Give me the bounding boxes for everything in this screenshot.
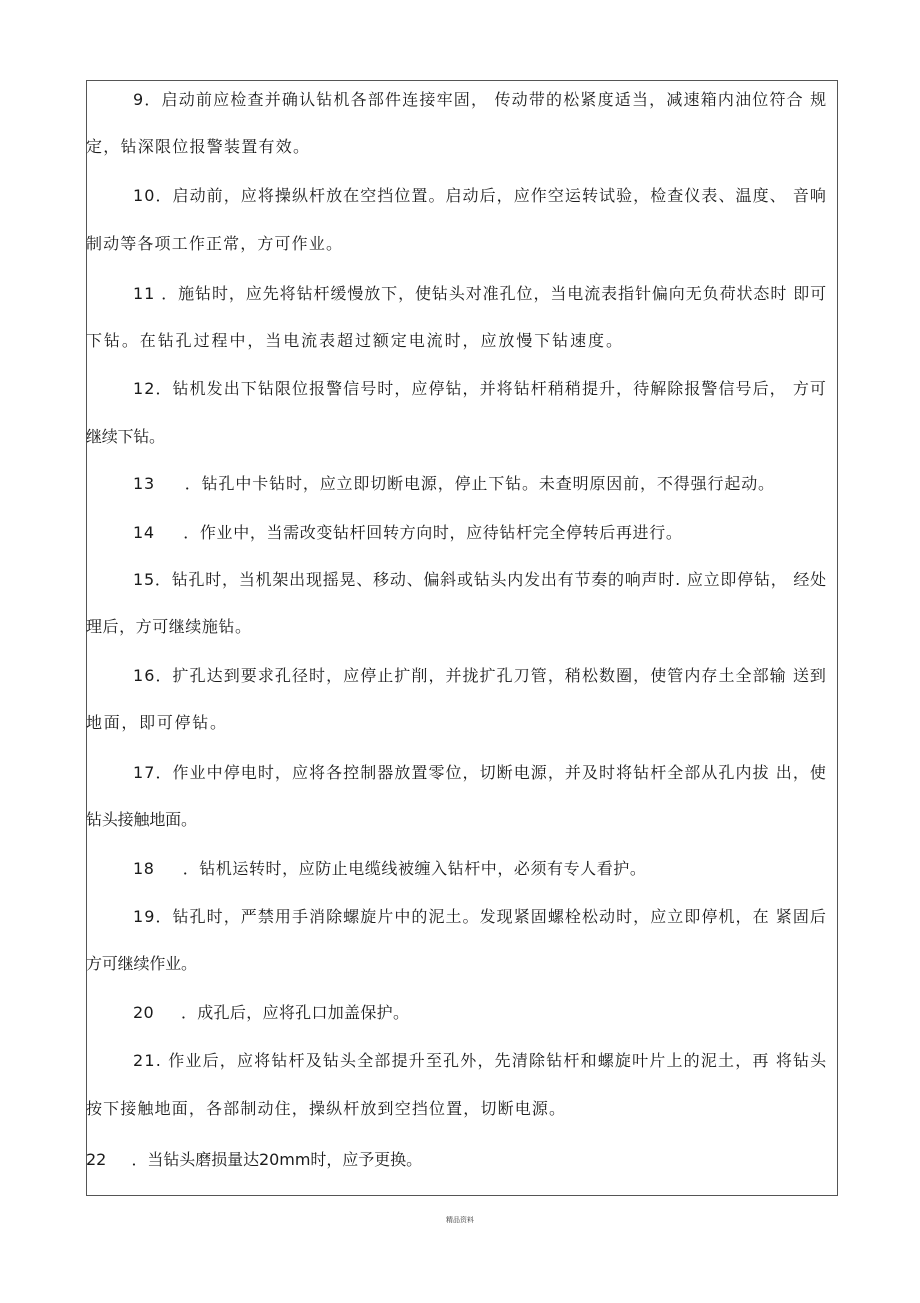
paragraph-12-line-1: 12．钻机发出下钻限位报警信号时，应停钻，并将钻杆稍稍提升，待解除报警信号后， 方可 <box>133 379 827 398</box>
paragraph-21-line-1: 21. 作业后，应将钻杆及钻头全部提升至孔外，先清除钻杆和螺旋叶片上的泥土，再 将钻头 <box>133 1051 828 1070</box>
paragraph-9-line-1: 9．启动前应检查并确认钻机各部件连接牢固， 传动带的松紧度适当，减速箱内油位符合 规 <box>133 90 828 109</box>
paragraph-16-line-2: 地面，即可停钻。 <box>86 713 228 732</box>
paragraph-11-line-2: 下钻。在钻孔过程中，当电流表超过额定电流时，应放慢下钻速度。 <box>86 331 624 350</box>
paragraph-19-line-1: 19．钻孔时，严禁用手消除螺旋片中的泥土。发现紧固螺栓松动时，应立即停机，在 紧固后 <box>133 907 827 926</box>
paragraph-21-line-2: 按下接触地面，各部制动住，操纵杆放到空挡位置，切断电源。 <box>86 1099 567 1118</box>
paragraph-18-line-1: 18 ．钻机运转时，应防止电缆线被缠入钻杆中，必须有专人看护。 <box>133 859 647 878</box>
paragraph-14-line-1: 14 ．作业中，当需改变钻杆回转方向时，应待钻杆完全停转后再进行。 <box>133 523 683 542</box>
paragraph-15-line-2: 理后，方可继续施钻。 <box>86 617 252 636</box>
paragraph-16-line-1: 16．扩孔达到要求孔径时，应停止扩削，并拢扩孔刀管，稍松数圈，使管内存土全部输 送到 <box>133 666 827 685</box>
paragraph-22-line-1: 22 ．当钻头磨损量达20mm时，应予更换。 <box>86 1150 423 1169</box>
paragraph-11-line-1: 11 ．施钻时，应先将钻杆缓慢放下，使钻头对准孔位，当电流表指针偏向无负荷状态时 即可 <box>133 284 828 303</box>
paragraph-13-line-1: 13 ．钻孔中卡钻时，应立即切断电源，停止下钻。未查明原因前，不得强行起动。 <box>133 474 775 493</box>
paragraph-17-line-2: 钻头接触地面。 <box>86 810 197 829</box>
paragraph-17-line-1: 17．作业中停电时，应将各控制器放置零位，切断电源，并及时将钻杆全部从孔内拔 出，使 <box>133 763 827 782</box>
paragraph-9-line-2: 定，钻深限位报警装置有效。 <box>86 137 311 156</box>
paragraph-10-line-1: 10．启动前，应将操纵杆放在空挡位置。启动后，应作空运转试验，检查仪表、温度、 音响 <box>133 186 827 205</box>
paragraph-15-line-1: 15．钻孔时，当机架出现摇晃、移动、偏斜或钻头内发出有节奏的响声时. 应立即停钻， 经处 <box>133 570 827 589</box>
paragraph-19-line-2: 方可继续作业。 <box>86 954 197 973</box>
paragraph-12-line-2: 继续下钻。 <box>86 427 165 446</box>
paragraph-10-line-2: 制动等各项工作正常，方可作业。 <box>86 234 344 253</box>
paragraph-20-line-1: 20 ．成孔后，应将孔口加盖保护。 <box>133 1003 410 1022</box>
page-footer: 精品资料 <box>446 1216 474 1224</box>
